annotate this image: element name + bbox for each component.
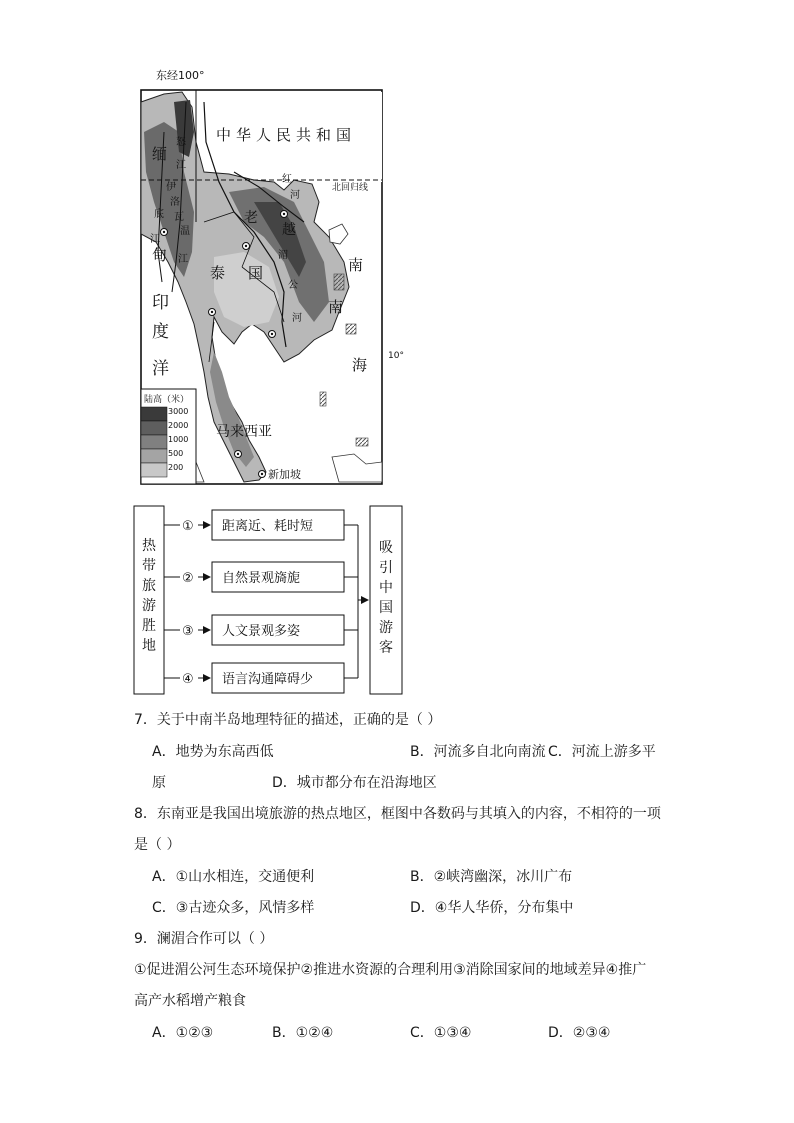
legend-level-3000: 3000: [168, 407, 189, 416]
legend-swatch-2000: [141, 421, 167, 435]
mekong-label-2: 公: [288, 280, 298, 291]
q8-stem-line1: 8．东南亚是我国出境旅游的热点地区，框图中各数码与其填入的内容，不相符的一项: [134, 806, 661, 822]
tropic-label: 北回归线: [332, 183, 369, 193]
salween-label-1: 温: [180, 226, 190, 237]
southeast-asia-map: [134, 62, 404, 492]
q7-option-c-cont: 原: [152, 775, 166, 791]
right-char-0: 吸: [379, 540, 393, 556]
q8-option-d[interactable]: D．④华人华侨，分布集中: [410, 900, 574, 916]
legend-swatch-500: [141, 449, 167, 463]
myanmar-label-1: 缅: [152, 145, 168, 163]
island-2: [346, 324, 356, 334]
right-char-4: 游: [379, 620, 393, 636]
q7-stem: 7．关于中南半岛地理特征的描述，正确的是（ ）: [134, 712, 442, 728]
q9-body-line1: ①促进湄公河生态环境保护②推进水资源的合理利用③消除国家间的地域差异④推广: [134, 962, 647, 978]
irrawaddy-label-2: 洛: [170, 197, 180, 208]
left-char-0: 热: [142, 538, 156, 554]
q9-option-d[interactable]: D．②③④: [548, 1025, 611, 1041]
flow-merge-lines: [344, 525, 368, 678]
right-char-5: 客: [379, 640, 393, 656]
nujiang-label-2: 江: [176, 160, 186, 171]
flow-text-4: 语言沟通障碍少: [222, 672, 314, 687]
flow-item-3: [164, 615, 344, 645]
q8-option-c[interactable]: C．③古迹众多，风情多样: [152, 900, 315, 916]
left-char-4: 胜: [142, 618, 156, 634]
irrawaddy-label-5: 江: [150, 234, 160, 245]
south-vn-label: 南: [348, 256, 364, 274]
q9-option-b[interactable]: B．①②④: [272, 1025, 334, 1041]
q8-option-a[interactable]: A．①山水相连，交通便利: [152, 869, 315, 885]
left-char-5: 地: [142, 638, 156, 654]
flow-item-2: [164, 562, 344, 592]
flow-num-2: ②: [182, 571, 194, 586]
q8-option-b[interactable]: B．②峡湾幽深，冰川广布: [410, 869, 573, 885]
right-char-1: 引: [379, 560, 393, 576]
flow-num-4: ④: [182, 672, 194, 687]
salween-label-2: 江: [178, 254, 188, 265]
right-char-3: 国: [379, 600, 393, 616]
elevation-legend: [141, 389, 196, 484]
flow-item-4: [164, 663, 344, 693]
q9-body-line2: 高产水稻增产粮食: [134, 993, 246, 1009]
flow-num-3: ③: [182, 624, 194, 639]
legend-level-200: 200: [168, 463, 184, 472]
left-char-3: 游: [142, 598, 156, 614]
red-river-label-1: 红: [282, 174, 292, 185]
legend-level-2000: 2000: [168, 421, 189, 430]
laos-label-2: 越: [282, 222, 296, 238]
flow-num-1: ①: [182, 519, 194, 534]
mekong-label-1: 湄: [278, 250, 288, 261]
q9-stem: 9．澜湄合作可以（ ）: [134, 931, 274, 947]
irrawaddy-label-3: 瓦: [174, 212, 184, 223]
parallel-label: 10°: [388, 351, 404, 361]
q9-option-c[interactable]: C．①③④: [410, 1025, 472, 1041]
country-china-label: 中华人民共和国: [216, 126, 357, 144]
flow-text-3: 人文景观多姿: [222, 624, 301, 639]
meridian-label: 东经100°: [156, 69, 205, 82]
island-1: [334, 274, 344, 290]
q7-option-c[interactable]: C．河流上游多平: [548, 744, 656, 760]
indian-ocean-label-1: 印: [152, 293, 169, 313]
flow-item-1: [164, 510, 344, 540]
red-river-label-2: 河: [290, 190, 300, 201]
indian-ocean-label-2: 度: [152, 322, 169, 342]
nujiang-label-1: 怒: [176, 137, 186, 148]
flow-text-1: 距离近、耗时短: [222, 519, 314, 534]
q7-option-d[interactable]: D．城市都分布在沿海地区: [272, 775, 437, 791]
q9-option-a[interactable]: A．①②③: [152, 1025, 214, 1041]
indian-ocean-label-3: 洋: [152, 359, 169, 379]
flow-text-2: 自然景观旖旎: [222, 571, 301, 586]
island-3: [320, 392, 326, 406]
q8-stem-line2: 是（ ）: [134, 837, 181, 853]
irrawaddy-label-1: 伊: [166, 182, 176, 193]
legend-swatch-1000: [141, 435, 167, 449]
q7-option-b[interactable]: B．河流多自北向南流: [410, 744, 546, 760]
south-sea-label-1: 南: [328, 298, 344, 316]
legend-level-500: 500: [168, 449, 184, 458]
malaysia-label: 马来西亚: [216, 424, 272, 440]
legend-swatch-3000: [141, 407, 167, 421]
myanmar-label-2: 甸: [152, 246, 168, 264]
legend-title: 陆高（米）: [144, 395, 190, 405]
irrawaddy-label-4: 底: [154, 209, 164, 220]
south-sea-label-2: 海: [352, 356, 368, 374]
thailand-label-1: 泰: [210, 264, 226, 282]
legend-swatch-200: [141, 463, 167, 477]
legend-level-1000: 1000: [168, 435, 189, 444]
thailand-label-2: 国: [248, 264, 264, 282]
island-4: [356, 438, 368, 446]
right-char-2: 中: [379, 580, 393, 596]
left-char-1: 带: [142, 558, 156, 574]
mekong-label-3: 河: [292, 313, 302, 324]
left-char-2: 旅: [142, 578, 156, 594]
q7-option-a[interactable]: A．地势为东高西低: [152, 744, 274, 760]
singapore-label: 新加坡: [268, 468, 301, 481]
tourism-flow-diagram: [126, 500, 416, 700]
laos-label-1: 老: [244, 210, 258, 226]
